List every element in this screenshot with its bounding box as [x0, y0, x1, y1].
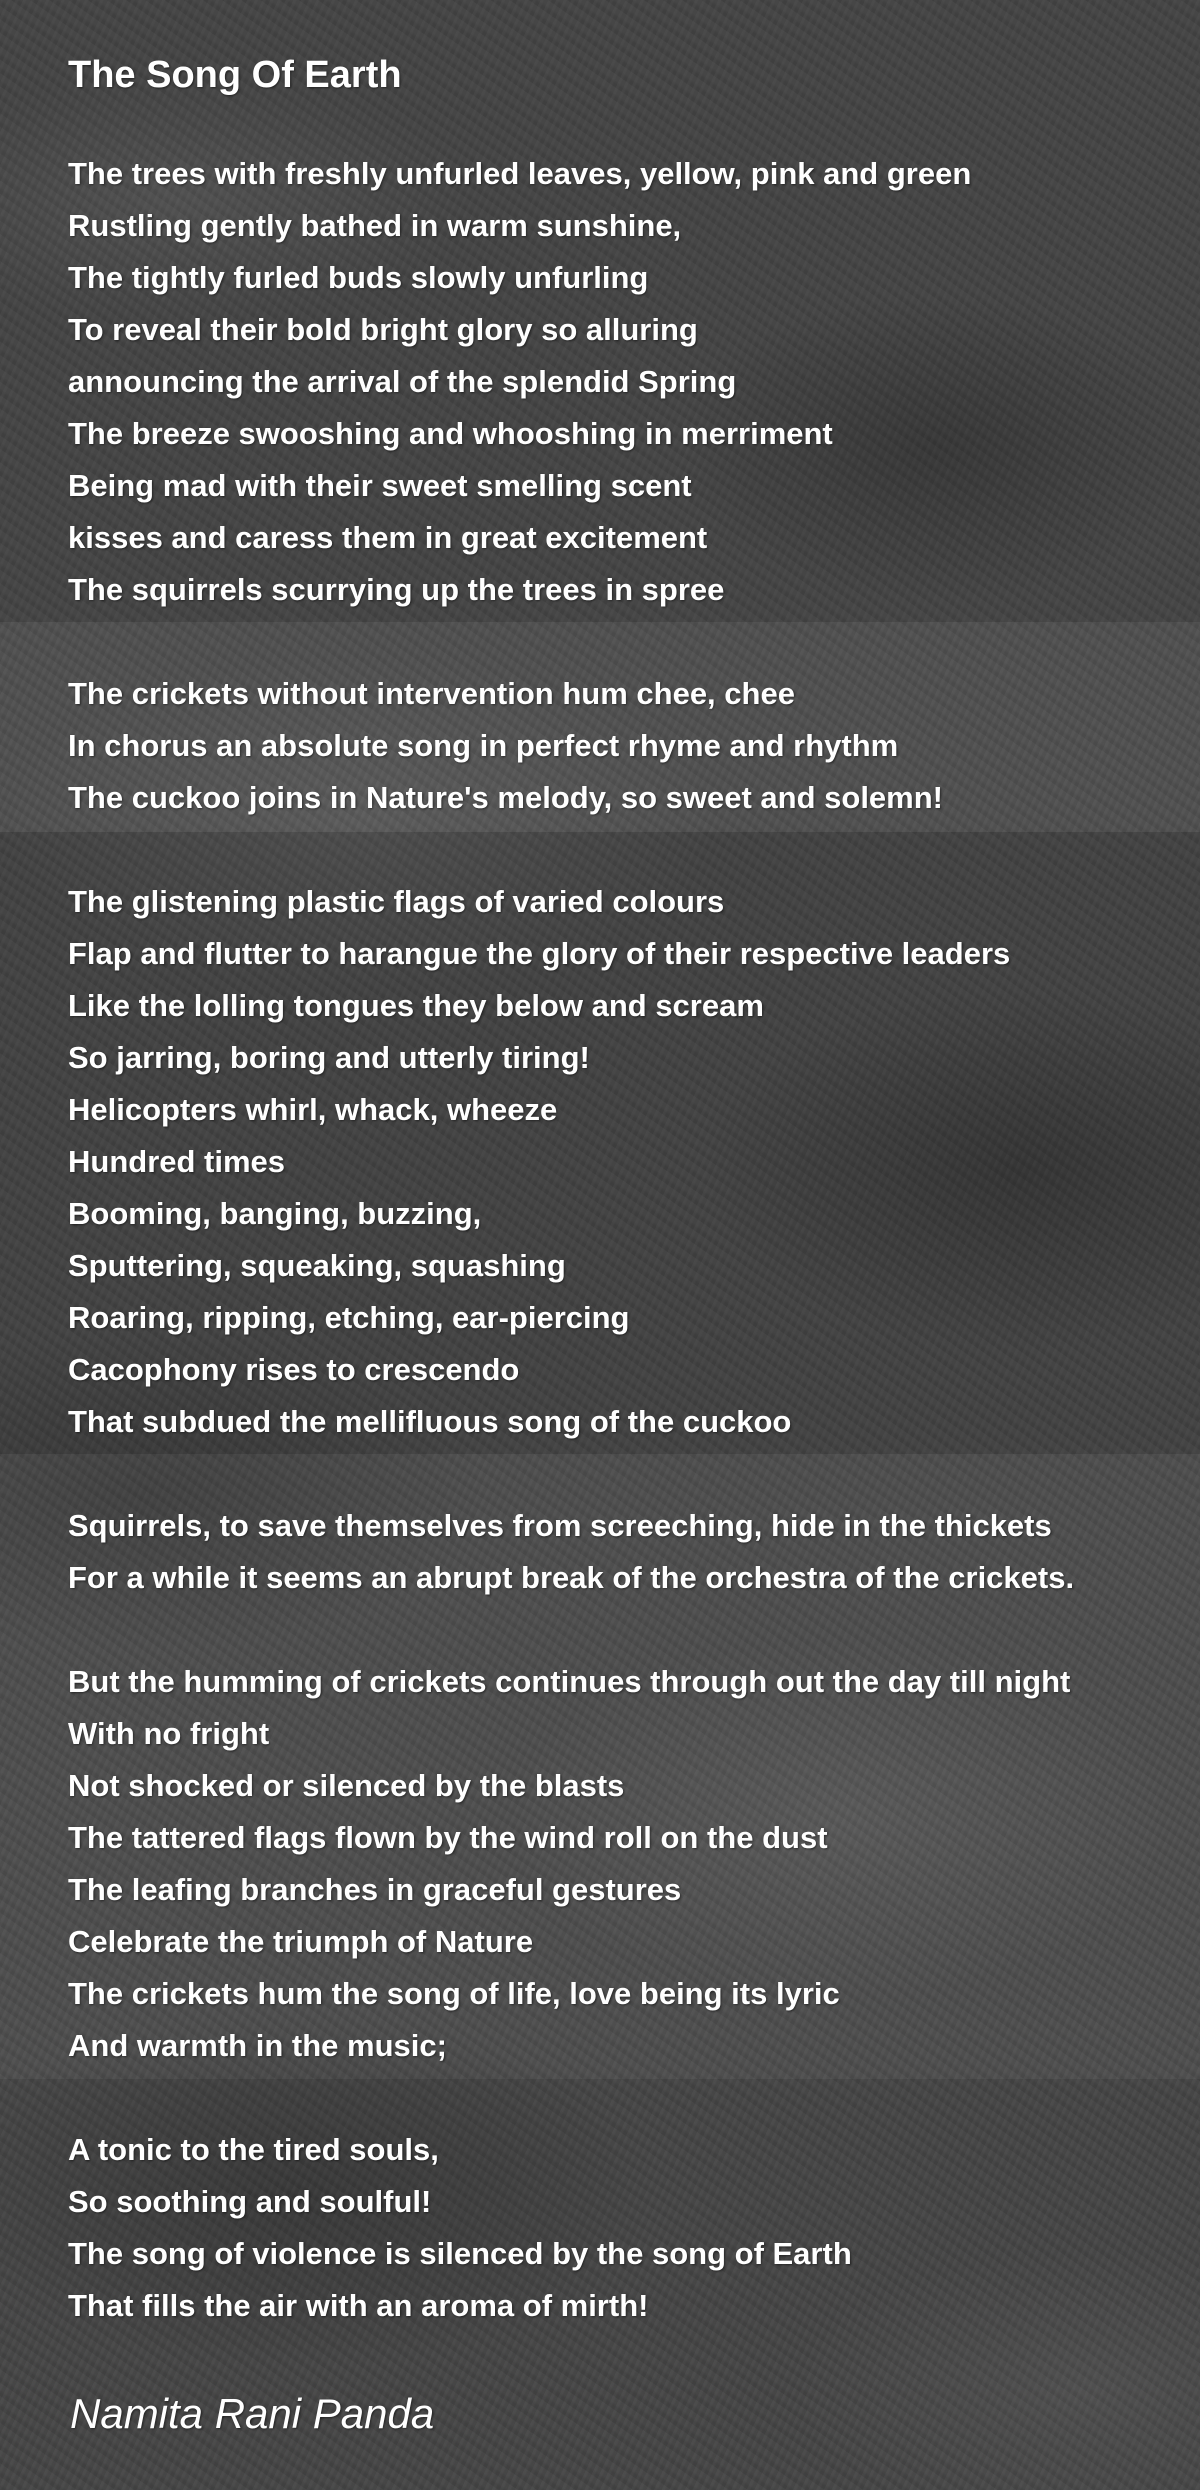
poem-line: A tonic to the tired souls, — [68, 2132, 439, 2167]
poem-line: Flap and flutter to harangue the glory of their respective leaders — [68, 936, 1011, 971]
poem-line: kisses and caress them in great excitement — [68, 520, 708, 555]
poem-line: But the humming of crickets continues through out the day till night — [68, 1664, 1071, 1699]
poem-line: Sputtering, squeaking, squashing — [68, 1248, 566, 1283]
stanza-break — [68, 1448, 1178, 1500]
poem-line: So jarring, boring and utterly tiring! — [68, 1040, 590, 1075]
poem-line: So soothing and soulful! — [68, 2184, 432, 2219]
poem-line: That fills the air with an aroma of mirth! — [68, 2288, 649, 2323]
poem-line: The crickets hum the song of life, love being its lyric — [68, 1976, 840, 2011]
stanza-break — [68, 1604, 1178, 1656]
poem-line: Roaring, ripping, etching, ear-piercing — [68, 1300, 630, 1335]
poem-title: The Song Of Earth — [68, 54, 402, 96]
poem-line: Helicopters whirl, whack, wheeze — [68, 1092, 558, 1127]
poem-line: The tattered flags flown by the wind roll on the dust — [68, 1820, 828, 1855]
poem-author: Namita Rani Panda — [70, 2390, 435, 2437]
poem-line: The trees with freshly unfurled leaves, yellow, pink and green — [68, 156, 972, 191]
poem-line: The cuckoo joins in Nature's melody, so sweet and solemn! — [68, 780, 943, 815]
poem-line: announcing the arrival of the splendid Spring — [68, 364, 737, 399]
stanza-break — [68, 824, 1178, 876]
poem-line: The breeze swooshing and whooshing in merriment — [68, 416, 833, 451]
poem-body — [68, 148, 1178, 2332]
poem-line: Like the lolling tongues they below and scream — [68, 988, 764, 1023]
poem-line: In chorus an absolute song in perfect rhyme and rhythm — [68, 728, 899, 763]
poem-line: The squirrels scurrying up the trees in spree — [68, 572, 725, 607]
poem-line: Rustling gently bathed in warm sunshine, — [68, 208, 682, 243]
poem-line: That subdued the mellifluous song of the cuckoo — [68, 1404, 792, 1439]
stanza-break — [68, 2072, 1178, 2124]
poem-line: And warmth in the music; — [68, 2028, 447, 2063]
poem-line: Being mad with their sweet smelling scent — [68, 468, 692, 503]
poem-line: Cacophony rises to crescendo — [68, 1352, 520, 1387]
poem-line: Celebrate the triumph of Nature — [68, 1924, 534, 1959]
poem-line: For a while it seems an abrupt break of the orchestra of the crickets. — [68, 1560, 1075, 1595]
poem-line: Squirrels, to save themselves from screeching, hide in the thickets — [68, 1508, 1052, 1543]
poem-line: The tightly furled buds slowly unfurling — [68, 260, 649, 295]
poem-line: The song of violence is silenced by the song of Earth — [68, 2236, 852, 2271]
poem-line: To reveal their bold bright glory so alluring — [68, 312, 698, 347]
poem-line: The leafing branches in graceful gestures — [68, 1872, 682, 1907]
poem-line: Hundred times — [68, 1144, 286, 1179]
poem-line: The glistening plastic flags of varied colours — [68, 884, 725, 919]
poem-line: The crickets without intervention hum chee, chee — [68, 676, 795, 711]
stanza-break — [68, 616, 1178, 668]
poem-line: With no fright — [68, 1716, 270, 1751]
poem-line: Not shocked or silenced by the blasts — [68, 1768, 625, 1803]
poem-line: Booming, banging, buzzing, — [68, 1196, 482, 1231]
